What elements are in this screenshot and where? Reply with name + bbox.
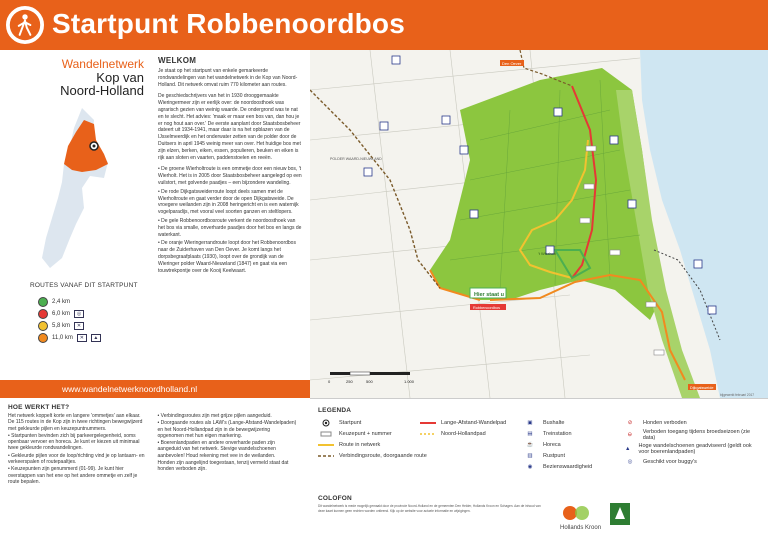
route-length: 11,0 km xyxy=(52,335,73,341)
svg-text:0: 0 xyxy=(328,379,331,384)
sponsor-label: Hollands Kroon xyxy=(560,525,602,531)
how-it-works-right xyxy=(158,413,298,486)
no-dogs-icon: ✕ xyxy=(77,334,87,342)
legend-column xyxy=(420,417,506,439)
yellow-route-text: • De gele Robbenoordbosroute verkent de noordoosthoek van het bos via smalle, onverharde paadjes door het bos en langs de waterkant. xyxy=(158,217,302,238)
route-length: 2,4 km xyxy=(52,299,71,305)
polder-label: POLDER WAARD-NIEUWLAND xyxy=(330,157,382,161)
legend-item: ◎ Geschikt voor buggy's xyxy=(622,456,762,467)
scale-bar xyxy=(328,372,415,384)
legend-column xyxy=(318,417,427,461)
welcome-paragraph: Je staat op het startpunt van enkele gemarkeerde rondwandelingen van het wandelnetwerk in de Kop van Noord-Holland. Dit netwerk omvat ruim 770 kilometer aan routes. xyxy=(158,68,298,88)
welcome-heading: WELKOM xyxy=(158,56,197,65)
boot-icon: ▲ xyxy=(91,334,101,342)
how-paragraph: • Boerenlandpaden en andere onverharde paden zijn aangeduid van het netwerk. Stevige wandelschoenen aanbevolen! Houd rekening met vee in de weilanden. xyxy=(157,440,276,459)
buggy-icon: ◎ xyxy=(627,458,633,465)
keuzepunt-icon xyxy=(318,430,334,438)
no-dogs-icon: ⊘ xyxy=(627,419,633,426)
sponsor-logo xyxy=(560,503,601,531)
history-paragraph: De geschiedschrijvers van het in 1930 drooggemaakte Wieringermeer zijn er eerlijk over: de noordoosthoek was agrarisch gezien van weinig waarde. De ondergrond was te nat en te slecht. Het advies: 'maak er maar een bos van, dan hou je er nog hout aan over.' De eerste aanplant door Staatsbosbeheer dateert uit 1934-1941, maar daar is na het opblazen van de IJsselmeerdijk en het onderwater zetten van de polder door de Duitsers in april 1945 weinig meer van over. Het huidige bos met zijn elzen, berken, eiken, essen, populieren, beuken en eiken is rijk aan sloten en vaarten, paddenstoelen en reeën. xyxy=(158,93,301,161)
route-color-dot xyxy=(38,297,48,307)
rest-point-icon: ▥ xyxy=(527,452,533,459)
legend-item: Route in netwerk xyxy=(318,439,427,450)
how-paragraph: • Doorgaande routes als LAW's (Lange-Afstand-Wandelpaden) en het Noord-Hollandpad zijn in de bewegwijzering opgenomen met hun eigen markering. xyxy=(157,420,297,439)
law-path-icon xyxy=(420,419,436,427)
legend-item: Keuzepunt + nummer xyxy=(318,428,427,439)
wierholt-label: 't Wierholt xyxy=(538,251,556,256)
network-title xyxy=(60,58,144,97)
orange-route-text: • De oranje Wieringerrandroute loopt door het Robbenoordbos naar de Zuiderhaven van Den Oever. Je komt langs het dorpsbegraafplaats (1930), loopt over de grondijk van de Wieringer polder Waard-Nieuwland (1847) en gaat via een touwtrekpontje over de Kooij Keelwaart. xyxy=(158,240,296,274)
legend-section xyxy=(310,398,768,536)
nh-path-icon xyxy=(420,430,436,438)
startpoint-icon xyxy=(318,419,334,427)
legend-item: Startpunt xyxy=(318,417,427,428)
updated-note: bijgewerkt februari 2017 xyxy=(720,393,755,397)
how-it-works-heading: HOE WERKT HET? xyxy=(8,404,70,411)
colofon-heading: COLOFON xyxy=(318,495,352,502)
dijkgatsweide-label: Dijkgatsweide xyxy=(690,386,714,390)
legend-item: Verbindingsroute, doorgaande route xyxy=(318,450,427,461)
no-dogs-icon: ✕ xyxy=(74,322,84,330)
no-entry-icon: ⊖ xyxy=(627,432,633,438)
svg-text:1.000: 1.000 xyxy=(404,379,415,384)
svg-text:500: 500 xyxy=(366,379,373,384)
red-route-text: • De rode Dijkgatsweiderroute loopt deels samen met de Wierholtroute en gaat verder door de open Dijkgatsweide. De vroegere weilanden zijn in 2008 heringericht en is een waternijk vogelparadijs, met vooral veel soorten ganzen en steltlopers. xyxy=(158,188,299,216)
legend-column xyxy=(622,417,762,467)
legend-item: ⊖ Verboden toegang tijdens broedseizoen (zie data) xyxy=(622,428,762,442)
legend-item: ▣ Bushalte xyxy=(522,417,592,428)
how-paragraph: Honden zijn aangelijnd toegestaan, tenzij vermeld staat dat honden verboden zijn. xyxy=(157,460,289,473)
legend-item: ▤ Treinstation xyxy=(522,428,592,439)
route-color-dot xyxy=(38,333,48,343)
route-color-dot xyxy=(38,321,48,331)
page-title: Startpunt Robbenoordbos xyxy=(52,8,406,39)
how-it-works-left xyxy=(8,413,148,486)
horeca-icon: ☕ xyxy=(526,441,534,448)
you-are-here-label: Hier staat u xyxy=(474,292,504,298)
how-it-works-section xyxy=(0,398,305,536)
header-bar xyxy=(0,0,768,50)
legend-item: ▲ Hoge wandelschoenen geadviseerd (geldt ook voor boerenlandpaden) xyxy=(622,442,762,456)
routes-heading: ROUTES VANAF DIT STARTPUNT xyxy=(30,282,138,289)
route-item xyxy=(38,296,70,308)
legend-heading: LEGENDA xyxy=(318,407,352,414)
legend-item: ◉ Bezienswaardigheid xyxy=(522,461,592,472)
legend-item: Lange-Afstand-Wandelpad xyxy=(420,417,506,428)
route-length: 6,0 km xyxy=(52,311,71,317)
province-logo xyxy=(610,503,630,527)
bus-stop-icon: ▣ xyxy=(527,419,533,426)
welcome-column xyxy=(150,50,310,380)
svg-text:250: 250 xyxy=(346,379,353,384)
colofon xyxy=(318,495,548,513)
route-length: 5,8 km xyxy=(52,323,71,329)
network-route-icon xyxy=(318,441,334,449)
route-item xyxy=(38,332,101,344)
boot-icon: ▲ xyxy=(625,446,631,452)
how-paragraph: • Startpunten bevinden zich bij parkeergelegenheid, soms openbaar vervoer en horeca. Je kunt er kiezen uit minimaal twee gekleurde rondwandelingen. xyxy=(8,432,140,452)
how-paragraph: Het netwerk koppelt korte en langere 'ommetjes' aan elkaar. De 115 routes in de Kop zijn in twee richtingen bewegwijzerd met gekleurde pijlen en keuzepuntnummers. xyxy=(8,413,143,432)
connection-route-icon xyxy=(318,452,334,460)
route-item xyxy=(38,320,84,332)
walker-logo-icon xyxy=(6,6,44,44)
network-label: Wandelnetwerk xyxy=(61,57,144,71)
colofon-text: Dit wandelnetwerk is mede mogelijk gemaakt door de provincie Noord-Holland en de gemeenten Den Helder, Hollands Kroon en Schagen. Aan de inhoud van deze kaart kunnen geen rechten worden ontleend. Kijk op de website voor actuele informatie en wijzigingen. xyxy=(318,504,541,513)
den-oever-label: Den Oever xyxy=(502,61,522,66)
left-panel xyxy=(0,50,150,380)
route-map[interactable] xyxy=(310,50,768,398)
website-link[interactable]: www.wandelnetwerknoordholland.nl xyxy=(0,380,310,398)
sight-icon: ◉ xyxy=(527,463,533,470)
robbenoordbos-label: Robbenoordbos xyxy=(473,306,501,310)
route-color-dot xyxy=(38,309,48,319)
buggy-icon: ◎ xyxy=(74,310,84,318)
green-route-text: • De groene Wierholtroute is een ommetje door een nieuw bos, 't Wierholt. Het is in 2005 door Staatsbosbeheer aangelegd op een vuilstort, met golvende paadjes – een bijzondere wandeling. xyxy=(158,166,302,186)
province-locator-map xyxy=(12,98,122,278)
legend-item: ⊘ Honden verboden xyxy=(622,417,762,428)
sea-area xyxy=(640,50,768,398)
route-item xyxy=(38,308,84,320)
train-station-icon: ▤ xyxy=(527,430,533,437)
how-paragraph: • Keuzepunten zijn genummerd (01-99). Je kunt hier overstappen van het ene op het andere ommetje en zelf je route bepalen. xyxy=(8,466,138,485)
how-paragraph: • Verbindingsroutes zijn met grijze pijlen aangeduid. xyxy=(157,413,272,419)
legend-item: Noord-Hollandpad xyxy=(420,428,506,439)
how-paragraph: • Gekleurde pijlen voor de loop/richting vind je op lantaarn- en verkeerspalen of routepaaltjes. xyxy=(8,452,145,466)
legend-column xyxy=(522,417,592,472)
region-label-1: Kop van xyxy=(96,70,144,85)
legend-item: ☕ Horeca xyxy=(522,439,592,450)
region-label-2: Noord-Holland xyxy=(60,83,144,98)
legend-item: ▥ Rustpunt xyxy=(522,450,592,461)
